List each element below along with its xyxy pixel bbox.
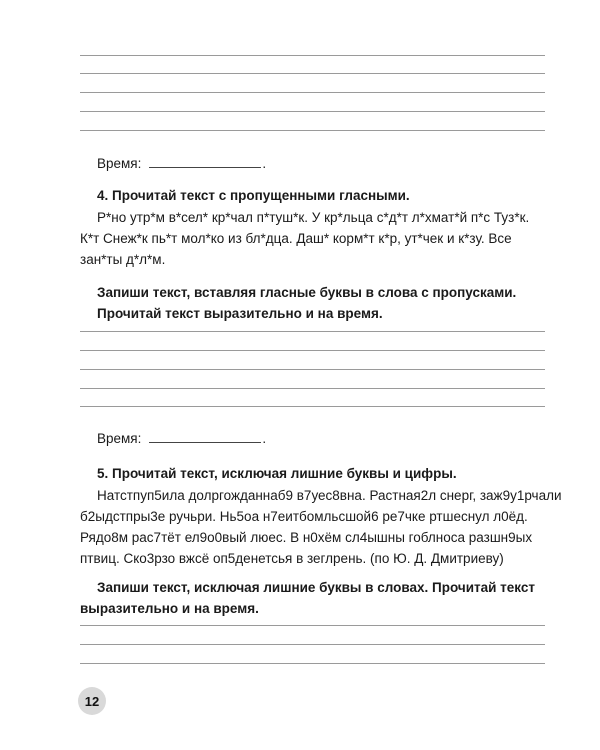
task5-instruction-line: Запиши текст, исключая лишние буквы в словах. Прочитай текст: [97, 580, 535, 595]
writing-line: [80, 388, 545, 389]
time-field-task4: Время: .: [97, 431, 267, 446]
task5-text-line: Рядо8м рас7тёт ел9о0вый люес. В н0хём сл4ышны гоблноса разшн9ых: [80, 530, 533, 545]
time-field-top: Время: .: [97, 156, 267, 171]
writing-line: [80, 130, 545, 131]
writing-line: [80, 331, 545, 332]
writing-line: [80, 55, 545, 56]
writing-line: [80, 663, 545, 664]
writing-line: [80, 350, 545, 351]
time-blank[interactable]: [149, 430, 261, 443]
writing-line: [80, 644, 545, 645]
task4-instruction: [97, 282, 547, 324]
task4-text-line: К*т Снеж*к пь*т мол*ко из бл*дца. Даш* корм*т к*р, ут*чек и к*зу. Все: [80, 231, 512, 246]
task5-heading: 5. Прочитай текст, исключая лишние буквы и цифры.: [97, 466, 457, 481]
task4-text: [80, 207, 548, 270]
time-label: Время:: [97, 431, 142, 446]
writing-line: [80, 92, 545, 93]
task5-instruction: [80, 577, 547, 619]
task4-text-line: Р*но утр*м в*сел* кр*чал п*туш*к. У кр*льца с*д*т л*хмат*й п*с Туз*к.: [97, 210, 530, 225]
writing-line: [80, 73, 545, 74]
task4-instruction-line: Прочитай текст выразительно и на время.: [97, 306, 383, 321]
writing-line: [80, 406, 545, 407]
writing-line: [80, 111, 545, 112]
page-number-badge: 12: [78, 687, 106, 715]
writing-line: [80, 625, 545, 626]
task4-instruction-line: Запиши текст, вставляя гласные буквы в слова с пропусками.: [97, 285, 517, 300]
task4-heading: 4. Прочитай текст с пропущенными гласными.: [97, 188, 410, 203]
time-label: Время:: [97, 156, 142, 171]
task5-text-line: б2ыдстпры3е ручьри. Нь5оа н7еитбомльсшой6 ре7чке ртшеснул л0ёд.: [80, 509, 528, 524]
time-blank[interactable]: [149, 155, 261, 168]
task5-text-line: птвиц. Ско3рзо вжсё оп5денетсья в зеглрень. (по Ю. Д. Дмитриеву): [80, 551, 504, 566]
task5-instruction-line: выразительно и на время.: [80, 601, 259, 616]
task5-text: [80, 485, 562, 569]
writing-line: [80, 369, 545, 370]
task5-text-line: Натстпуп5ила долргожданнаб9 в7уес8вна. Растная2л снерг, заж9у1рчали: [97, 488, 562, 503]
task4-text-line: зан*ты д*л*м.: [80, 252, 166, 267]
